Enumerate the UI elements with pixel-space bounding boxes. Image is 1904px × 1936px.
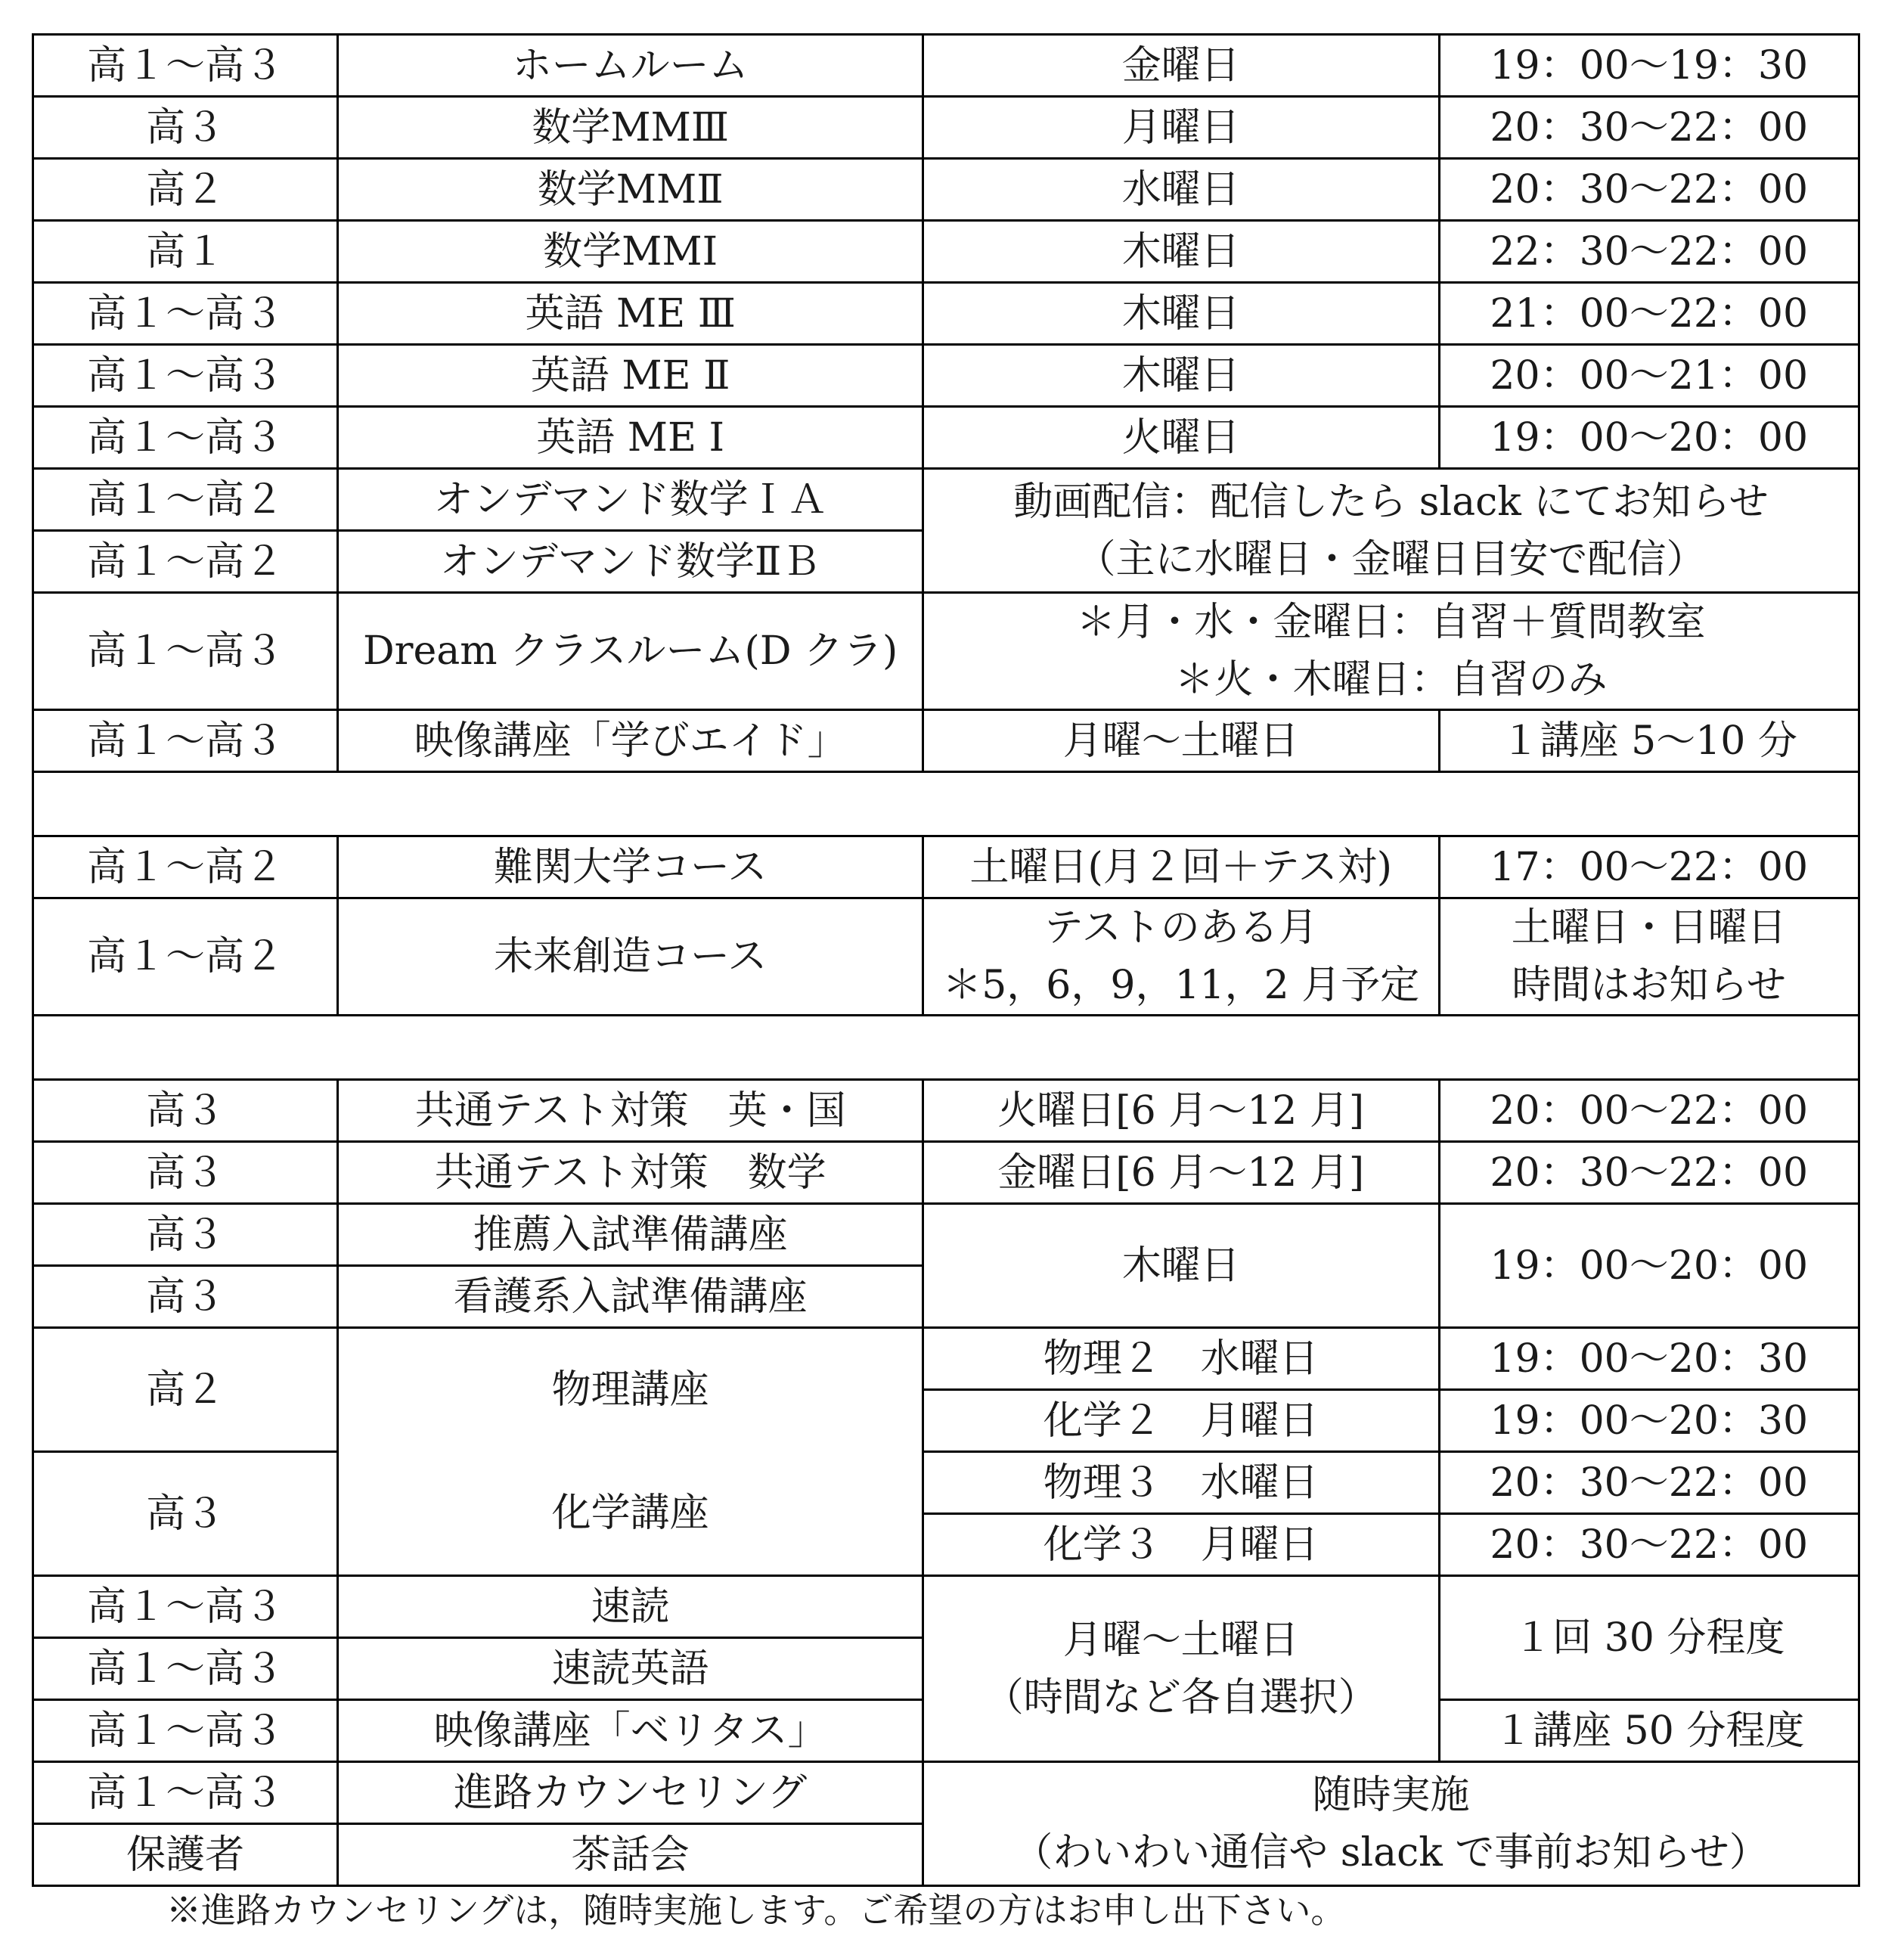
day-cell: 金曜日 [923,35,1439,97]
anytime-line1: 随時実施 [1312,1772,1470,1818]
table-row [33,1204,1859,1266]
course-cell: 茶話会 [338,1824,923,1886]
time-cell: 20：30～22：00 [1439,1142,1859,1204]
course-cell: 速読 [338,1576,923,1638]
course-cell: 英語 ME Ⅱ [338,345,923,407]
course-cell: 数学MMⅢ [338,97,923,159]
table-row [33,35,1859,97]
course-cell: 化学講座 [338,1452,923,1576]
grade-cell: 保護者 [33,1824,338,1886]
ondemand-schedule-line2: （主に水曜日・金曜日目安で配信） [1076,536,1706,582]
course-cell: 共通テスト対策 数学 [338,1142,923,1204]
grade-cell: 高１～高３ [33,407,338,469]
time-cell: 22：30～22：00 [1439,221,1859,283]
course-cell: 映像講座「学びエイド」 [338,710,923,772]
grade-cell: 高３ [33,1080,338,1142]
day-cell: 火曜日[6 月～12 月] [923,1080,1439,1142]
grade-cell: 高１～高３ [33,283,338,345]
table-row [33,593,1859,710]
future-time-line1: 土曜日・日曜日 [1511,905,1787,951]
day-cell: 土曜日(月２回＋テス対) [923,836,1439,898]
blank-separator [33,772,1859,836]
day-cell: 木曜日 [923,345,1439,407]
table-row [33,469,1859,531]
time-cell: 20：30～22：00 [1439,1452,1859,1514]
table-row [33,898,1859,1016]
day-cell: 化学２ 月曜日 [923,1390,1439,1452]
time-cell: １講座 50 分程度 [1439,1700,1859,1762]
grade-cell: 高２ [33,159,338,221]
separator-row [33,772,1859,836]
time-cell: 19：00～20：30 [1439,1390,1859,1452]
course-cell: オンデマンド数学ⅡＢ [338,531,923,593]
course-cell: 英語 ME Ⅲ [338,283,923,345]
table-row [33,1576,1859,1638]
day-cell: 火曜日 [923,407,1439,469]
grade-cell: 高１～高３ [33,1576,338,1638]
grade-cell: 高１～高３ [33,1762,338,1824]
time-cell: 20：30～22：00 [1439,1514,1859,1576]
day-cell: 木曜日 [923,221,1439,283]
table-row [33,345,1859,407]
grade-cell: 高１～高２ [33,469,338,531]
table-row [33,1080,1859,1142]
course-cell: 進路カウンセリング [338,1762,923,1824]
speed-day-line1: 月曜～土曜日 [1062,1617,1299,1663]
grade-cell: 高３ [33,97,338,159]
ondemand-schedule-cell [923,469,1859,593]
course-cell: 共通テスト対策 英・国 [338,1080,923,1142]
table-row [33,1328,1859,1390]
day-cell: 月曜～土曜日 [923,710,1439,772]
table-row [33,1142,1859,1204]
day-cell: 月曜日 [923,97,1439,159]
future-time-line2: 時間はお知らせ [1512,963,1786,1008]
grade-cell: 高１～高２ [33,531,338,593]
course-cell: 数学MMⅡ [338,159,923,221]
day-cell: 物理２ 水曜日 [923,1328,1439,1390]
separator-row [33,1016,1859,1080]
day-cell: 物理３ 水曜日 [923,1452,1439,1514]
table-row [33,1762,1859,1824]
blank-separator [33,1016,1859,1080]
grade-cell: 高３ [33,1204,338,1266]
time-cell: １回 30 分程度 [1439,1576,1859,1700]
time-cell: 17：00～22：00 [1439,836,1859,898]
dream-schedule-cell [923,593,1859,710]
course-cell: 数学MMⅠ [338,221,923,283]
course-schedule-table [32,33,1860,1887]
table-row [33,283,1859,345]
course-cell: 未来創造コース [338,898,923,1016]
time-cell: 20：00～22：00 [1439,1080,1859,1142]
anytime-schedule-cell [923,1762,1859,1886]
course-cell: 看護系入試準備講座 [338,1266,923,1328]
grade-cell: 高１～高２ [33,898,338,1016]
day-cell: 化学３ 月曜日 [923,1514,1439,1576]
day-cell: 木曜日 [923,283,1439,345]
grade-cell: 高１～高３ [33,710,338,772]
speed-day-line2: （時間など各自選択） [984,1674,1378,1720]
table-row [33,836,1859,898]
future-day-line1: テストのある月 [1043,905,1318,951]
course-cell: 映像講座「ベリタス」 [338,1700,923,1762]
footnote: ※進路カウンセリングは，随時実施します。ご希望の方はお申し出下さい。 [166,1890,1346,1931]
time-cell [1439,898,1859,1016]
day-cell [923,1576,1439,1762]
grade-cell: 高１～高２ [33,836,338,898]
time-cell: 20：30～22：00 [1439,159,1859,221]
table-row [33,407,1859,469]
day-cell [923,898,1439,1016]
course-cell: 物理講座 [338,1328,923,1452]
time-cell: 19：00～20：00 [1439,407,1859,469]
future-day-line2: ＊5，6，9，11，2 月予定 [942,963,1420,1008]
grade-cell: 高１～高３ [33,345,338,407]
time-cell: 21：00～22：00 [1439,283,1859,345]
course-cell: 英語 ME Ⅰ [338,407,923,469]
grade-cell: 高３ [33,1266,338,1328]
ondemand-schedule-line1: 動画配信：配信したら slack にてお知らせ [1013,479,1769,525]
anytime-line2: （わいわい通信や slack で事前お知らせ） [1013,1829,1769,1876]
time-cell: 20：30～22：00 [1439,97,1859,159]
grade-cell: 高２ [33,1328,338,1452]
day-cell: 木曜日 [923,1204,1439,1328]
time-cell: 19：00～19：30 [1439,35,1859,97]
table-row [33,97,1859,159]
table-row [33,710,1859,772]
grade-cell: 高３ [33,1142,338,1204]
grade-cell: 高１～高３ [33,35,338,97]
grade-cell: 高１～高３ [33,1638,338,1700]
table-row [33,1452,1859,1514]
time-cell: 20：00～21：00 [1439,345,1859,407]
time-cell: 19：00～20：30 [1439,1328,1859,1390]
grade-cell: 高１～高３ [33,593,338,710]
course-cell: ホームルーム [338,35,923,97]
day-cell: 水曜日 [923,159,1439,221]
course-cell: 推薦入試準備講座 [338,1204,923,1266]
time-cell: 19：00～20：00 [1439,1204,1859,1328]
grade-cell: 高３ [33,1452,338,1576]
grade-cell: 高１～高３ [33,1700,338,1762]
course-cell: 速読英語 [338,1638,923,1700]
dream-schedule-line1: ＊月・水・金曜日：自習＋質問教室 [1076,600,1706,645]
day-cell: 金曜日[6 月～12 月] [923,1142,1439,1204]
course-cell: Dream クラスルーム(D クラ) [338,593,923,710]
table-row [33,159,1859,221]
dream-schedule-line2: ＊火・木曜日：自習のみ [1174,657,1608,703]
course-cell: 難関大学コース [338,836,923,898]
table-row [33,221,1859,283]
grade-cell: 高１ [33,221,338,283]
time-cell: １講座 5～10 分 [1439,710,1859,772]
course-cell: オンデマンド数学ＩＡ [338,469,923,531]
